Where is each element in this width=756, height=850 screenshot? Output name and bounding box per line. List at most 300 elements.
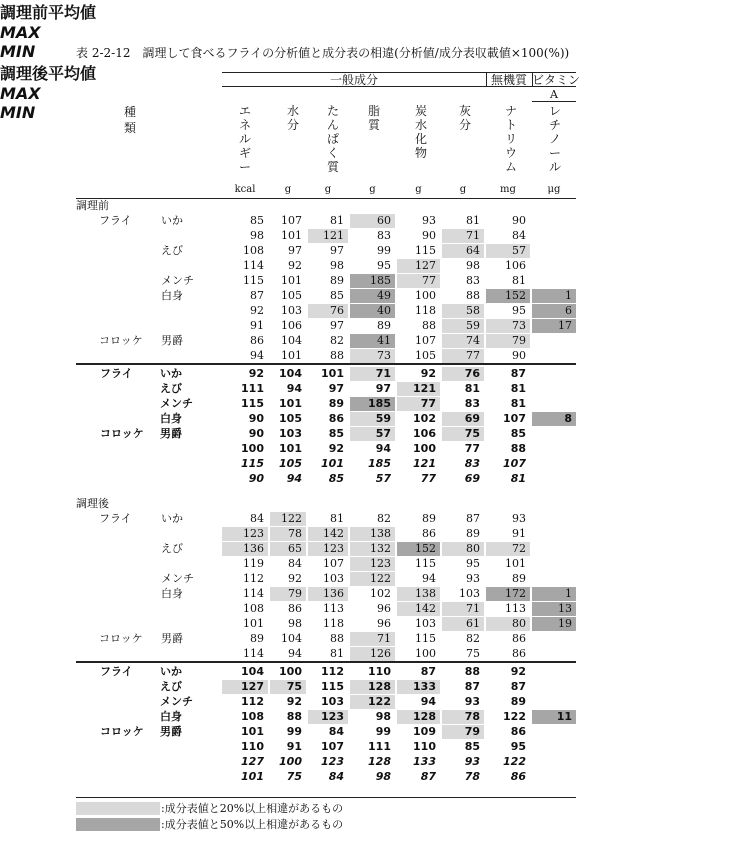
value-cell: 41 [377,334,391,347]
value-cell: 101 [321,367,344,380]
value-cell: 108 [243,244,264,257]
stat-value: 133 [413,755,436,768]
value-cell: 81 [512,274,526,287]
value-cell: 97 [375,382,391,395]
value-cell: 98 [330,259,344,272]
value-cell: 73 [377,349,391,362]
value-cell: 107 [323,557,344,570]
value-cell: 87 [510,680,526,693]
header-vitamin-a: A [550,88,558,101]
value-cell: 121 [323,229,344,242]
stat-value: 111 [368,740,391,753]
value-cell: 81 [330,214,344,227]
value-cell: 92 [288,259,302,272]
section-label: 調理後 [76,497,109,510]
value-cell: 103 [323,572,344,585]
unit-col-4: g [369,184,376,195]
value-cell: 101 [279,397,302,410]
value-cell: 90 [248,427,264,440]
value-cell: 91 [512,527,526,540]
value-cell: 89 [510,695,526,708]
row-category: フライ [99,512,132,525]
legend-text: :成分表値と50%以上相違があるもの [161,818,344,831]
value-cell: 122 [281,512,302,525]
value-cell: 81 [510,382,526,395]
stat-value: 81 [510,472,526,485]
value-cell: 77 [420,397,436,410]
value-cell: 119 [243,557,264,570]
stat-value: 93 [464,755,480,768]
stat-value: 105 [279,457,302,470]
value-cell: 103 [415,617,436,630]
value-cell: 110 [368,665,391,678]
header-col-7: ナトリウム [504,104,517,174]
value-cell: 90 [512,214,526,227]
unit-col-8: μg [547,184,561,195]
value-cell: 115 [415,557,436,570]
value-cell: 114 [243,647,264,660]
value-cell: 126 [370,647,391,660]
value-cell: 128 [368,680,391,693]
stat-value: 121 [413,457,436,470]
value-cell: 101 [281,349,302,362]
value-cell: 64 [466,244,480,257]
stat-value: 78 [464,770,480,783]
value-cell: 82 [466,632,480,645]
value-cell: 89 [466,527,480,540]
value-cell: 109 [413,725,436,738]
stat-value: 57 [375,472,391,485]
value-cell: 61 [466,617,480,630]
row-subcategory: 男爵 [160,427,182,440]
header-bottom-rule [76,198,576,199]
value-cell: 11 [556,710,572,723]
value-cell: 115 [243,274,264,287]
value-cell: 8 [564,412,572,425]
stat-value: 95 [510,740,526,753]
value-cell: 98 [375,710,391,723]
value-cell: 127 [415,259,436,272]
value-cell: 81 [330,512,344,525]
value-cell: 40 [377,304,391,317]
stat-label: MIN [0,103,36,122]
value-cell: 88 [330,632,344,645]
value-cell: 118 [323,617,344,630]
row-subcategory: いか [161,512,183,525]
value-cell: 86 [510,725,526,738]
value-cell: 84 [328,725,344,738]
value-cell: 142 [415,602,436,615]
value-cell: 112 [243,572,264,585]
value-cell: 84 [512,229,526,242]
value-cell: 97 [330,244,344,257]
header-col-1: エネルギー [238,104,251,174]
stat-value: 123 [321,755,344,768]
legend-swatch [76,818,160,831]
row-category: コロッケ [99,334,143,347]
value-cell: 127 [241,680,264,693]
value-cell: 88 [466,289,480,302]
value-cell: 96 [377,602,391,615]
stat-value: 88 [510,442,526,455]
value-cell: 106 [413,427,436,440]
row-subcategory: 白身 [161,587,183,600]
header-col-4: 脂質 [367,104,380,132]
value-cell: 59 [466,319,480,332]
value-cell: 89 [422,512,436,525]
value-cell: 98 [250,229,264,242]
row-subcategory: いか [160,665,182,678]
value-cell: 78 [464,710,480,723]
value-cell: 88 [422,319,436,332]
value-cell: 114 [243,587,264,600]
value-cell: 89 [328,397,344,410]
value-cell: 93 [512,512,526,525]
value-cell: 91 [250,319,264,332]
row-subcategory: メンチ [160,695,193,708]
value-cell: 105 [281,289,302,302]
value-cell: 103 [279,427,302,440]
value-cell: 82 [330,334,344,347]
value-cell: 107 [415,334,436,347]
unit-col-3: g [324,184,332,195]
value-cell: 58 [466,304,480,317]
value-cell: 13 [558,602,572,615]
value-cell: 97 [328,382,344,395]
value-cell: 76 [330,304,344,317]
header-col-2: 水分 [286,104,299,132]
value-cell: 132 [370,542,391,555]
value-cell: 172 [505,587,526,600]
value-cell: 92 [248,367,264,380]
value-cell: 57 [512,244,526,257]
unit-col-6: g [459,184,467,195]
stat-value: 94 [286,472,302,485]
value-cell: 122 [503,710,526,723]
value-cell: 152 [505,289,526,302]
value-cell: 49 [377,289,391,302]
row-subcategory: えび [161,542,183,555]
value-cell: 93 [464,695,480,708]
value-cell: 115 [415,632,436,645]
stat-value: 100 [413,442,436,455]
value-cell: 81 [464,382,480,395]
value-cell: 96 [377,617,391,630]
value-cell: 185 [368,397,391,410]
value-cell: 83 [466,274,480,287]
value-cell: 79 [464,725,480,738]
value-cell: 69 [464,412,480,425]
value-cell: 85 [328,427,344,440]
value-cell: 83 [464,397,480,410]
value-cell: 136 [243,542,264,555]
value-cell: 115 [415,244,436,257]
value-cell: 100 [415,289,436,302]
legend-rule [76,797,576,798]
value-cell: 75 [464,427,480,440]
value-cell: 185 [370,274,391,287]
value-cell: 113 [323,602,344,615]
value-cell: 114 [243,259,264,272]
value-cell: 90 [248,412,264,425]
value-cell: 90 [512,349,526,362]
value-cell: 103 [281,304,302,317]
value-cell: 86 [512,647,526,660]
unit-col-7: mg [500,184,516,195]
value-cell: 80 [512,617,526,630]
value-cell: 104 [281,334,302,347]
value-cell: 71 [466,229,480,242]
value-cell: 77 [422,274,436,287]
value-cell: 72 [512,542,526,555]
row-subcategory: えび [160,382,182,395]
value-cell: 98 [466,259,480,272]
stat-label: 調理前平均値 [0,3,97,22]
value-cell: 136 [323,587,344,600]
row-category: フライ [100,665,133,678]
value-cell: 112 [321,665,344,678]
value-cell: 76 [464,367,480,380]
stat-value: 77 [420,472,436,485]
value-cell: 104 [241,665,264,678]
stat-value: 86 [510,770,526,783]
value-cell: 92 [286,695,302,708]
unit-col-5: g [415,184,422,195]
value-cell: 104 [281,632,302,645]
header-col-8: レチノール [548,104,561,174]
value-cell: 101 [281,229,302,242]
stat-value: 110 [413,740,436,753]
row-subcategory: 白身 [160,710,182,723]
value-cell: 86 [512,632,526,645]
value-cell: 123 [370,557,391,570]
value-cell: 100 [279,665,302,678]
value-cell: 123 [321,710,344,723]
stat-value: 101 [241,770,264,783]
value-cell: 95 [377,259,391,272]
value-cell: 60 [377,214,391,227]
value-cell: 1 [565,289,572,302]
value-cell: 89 [512,572,526,585]
value-cell: 133 [413,680,436,693]
stat-value: 85 [464,740,480,753]
value-cell: 88 [330,349,344,362]
stat-value: 91 [286,740,302,753]
row-category: コロッケ [99,632,143,645]
stat-value: 98 [375,770,391,783]
section-label: 調理前 [76,199,109,212]
row-subcategory: 白身 [161,289,183,302]
value-cell: 75 [286,680,302,693]
value-cell: 71 [466,602,480,615]
header-col-3: たんぱく質 [326,104,339,174]
header-group-vitamin: ビタミン [532,73,581,87]
value-cell: 118 [415,304,436,317]
value-cell: 74 [466,334,480,347]
value-cell: 123 [323,542,344,555]
value-cell: 113 [505,602,526,615]
header-col-5: 炭水化物 [414,104,427,160]
value-cell: 86 [288,602,302,615]
value-cell: 89 [330,274,344,287]
value-cell: 71 [375,367,391,380]
value-cell: 102 [413,412,436,425]
value-cell: 19 [558,617,572,630]
row-category: フライ [99,214,132,227]
value-cell: 92 [420,367,436,380]
value-cell: 99 [286,725,302,738]
value-cell: 105 [415,349,436,362]
stat-value: 101 [279,442,302,455]
value-cell: 75 [466,647,480,660]
value-cell: 71 [377,632,391,645]
value-cell: 85 [510,427,526,440]
value-cell: 86 [328,412,344,425]
value-cell: 87 [250,289,264,302]
value-cell: 94 [420,695,436,708]
value-cell: 99 [377,244,391,257]
row-subcategory: メンチ [161,274,194,287]
value-cell: 86 [250,334,264,347]
value-cell: 115 [241,397,264,410]
value-cell: 90 [422,229,436,242]
value-cell: 92 [288,572,302,585]
stat-value: 128 [368,755,391,768]
row-category: コロッケ [100,427,144,440]
unit-col-1: kcal [234,184,256,195]
stat-label: MAX [0,23,41,42]
value-cell: 98 [288,617,302,630]
value-cell: 87 [466,512,480,525]
value-cell: 108 [243,602,264,615]
value-cell: 142 [323,527,344,540]
value-cell: 79 [512,334,526,347]
value-cell: 86 [422,527,436,540]
value-cell: 80 [466,542,480,555]
row-category: フライ [100,367,133,380]
value-cell: 85 [330,289,344,302]
stat-value: 185 [368,457,391,470]
row-subcategory: メンチ [161,572,194,585]
value-cell: 88 [286,710,302,723]
stat-value: 107 [503,457,526,470]
value-cell: 103 [459,587,480,600]
value-cell: 138 [415,587,436,600]
value-cell: 92 [510,665,526,678]
row-subcategory: いか [161,214,183,227]
stat-label: 調理後平均値 [0,64,97,83]
value-cell: 112 [241,695,264,708]
header-kind-label: 種類 [123,105,136,135]
stat-value: 69 [464,472,480,485]
value-cell: 87 [510,367,526,380]
value-cell: 1 [565,587,572,600]
value-cell: 93 [466,572,480,585]
value-cell: 87 [420,665,436,678]
value-cell: 123 [243,527,264,540]
value-cell: 84 [250,512,264,525]
stat-value: 101 [321,457,344,470]
value-cell: 17 [558,319,572,332]
value-cell: 103 [321,695,344,708]
value-cell: 95 [466,557,480,570]
value-cell: 85 [250,214,264,227]
value-cell: 83 [377,229,391,242]
value-cell: 99 [375,725,391,738]
stat-value: 127 [241,755,264,768]
stat-value: 84 [328,770,344,783]
value-cell: 94 [250,349,264,362]
stat-value: 75 [286,770,302,783]
value-cell: 101 [243,617,264,630]
value-cell: 6 [565,304,572,317]
value-cell: 101 [505,557,526,570]
value-cell: 102 [370,587,391,600]
unit-col-2: g [284,184,292,195]
value-cell: 81 [466,214,480,227]
value-cell: 115 [321,680,344,693]
row-subcategory: えび [161,244,183,257]
vitamin-a-rule [532,101,576,102]
value-cell: 108 [241,710,264,723]
header-col-6: 灰分 [458,104,471,132]
value-cell: 100 [415,647,436,660]
legend-text: :成分表値と20%以上相違があるもの [161,802,344,815]
stat-value: 85 [328,472,344,485]
row-subcategory: メンチ [160,397,193,410]
value-cell: 57 [375,427,391,440]
row-subcategory: 白身 [160,412,182,425]
value-cell: 79 [288,587,302,600]
row-subcategory: 男爵 [161,632,183,645]
header-group-mineral: 無機質 [490,73,527,87]
legend-swatch [76,802,160,815]
value-cell: 152 [415,542,436,555]
value-cell: 138 [370,527,391,540]
value-cell: 128 [413,710,436,723]
value-cell: 65 [288,542,302,555]
stat-label: MAX [0,84,41,103]
value-cell: 87 [464,680,480,693]
section-rule [76,661,576,663]
value-cell: 84 [288,557,302,570]
stat-value: 122 [503,755,526,768]
row-category: コロッケ [100,725,144,738]
value-cell: 81 [330,647,344,660]
value-cell: 95 [512,304,526,317]
stat-value: 83 [464,457,480,470]
value-cell: 105 [279,412,302,425]
value-cell: 97 [330,319,344,332]
stat-value: 77 [464,442,480,455]
value-cell: 104 [279,367,302,380]
value-cell: 82 [377,512,391,525]
value-cell: 77 [466,349,480,362]
value-cell: 89 [377,319,391,332]
row-subcategory: 男爵 [160,725,182,738]
value-cell: 122 [370,572,391,585]
value-cell: 89 [250,632,264,645]
stat-value: 107 [321,740,344,753]
value-cell: 122 [368,695,391,708]
value-cell: 93 [422,214,436,227]
table-title: 表 2-2-12 調理して食べるフライの分析値と成分表の相違(分析値/成分表収載値×100(%)) [76,46,570,60]
stat-value: 115 [241,457,264,470]
stat-value: 87 [420,770,436,783]
stat-value: 100 [241,442,264,455]
value-cell: 101 [241,725,264,738]
value-cell: 94 [422,572,436,585]
